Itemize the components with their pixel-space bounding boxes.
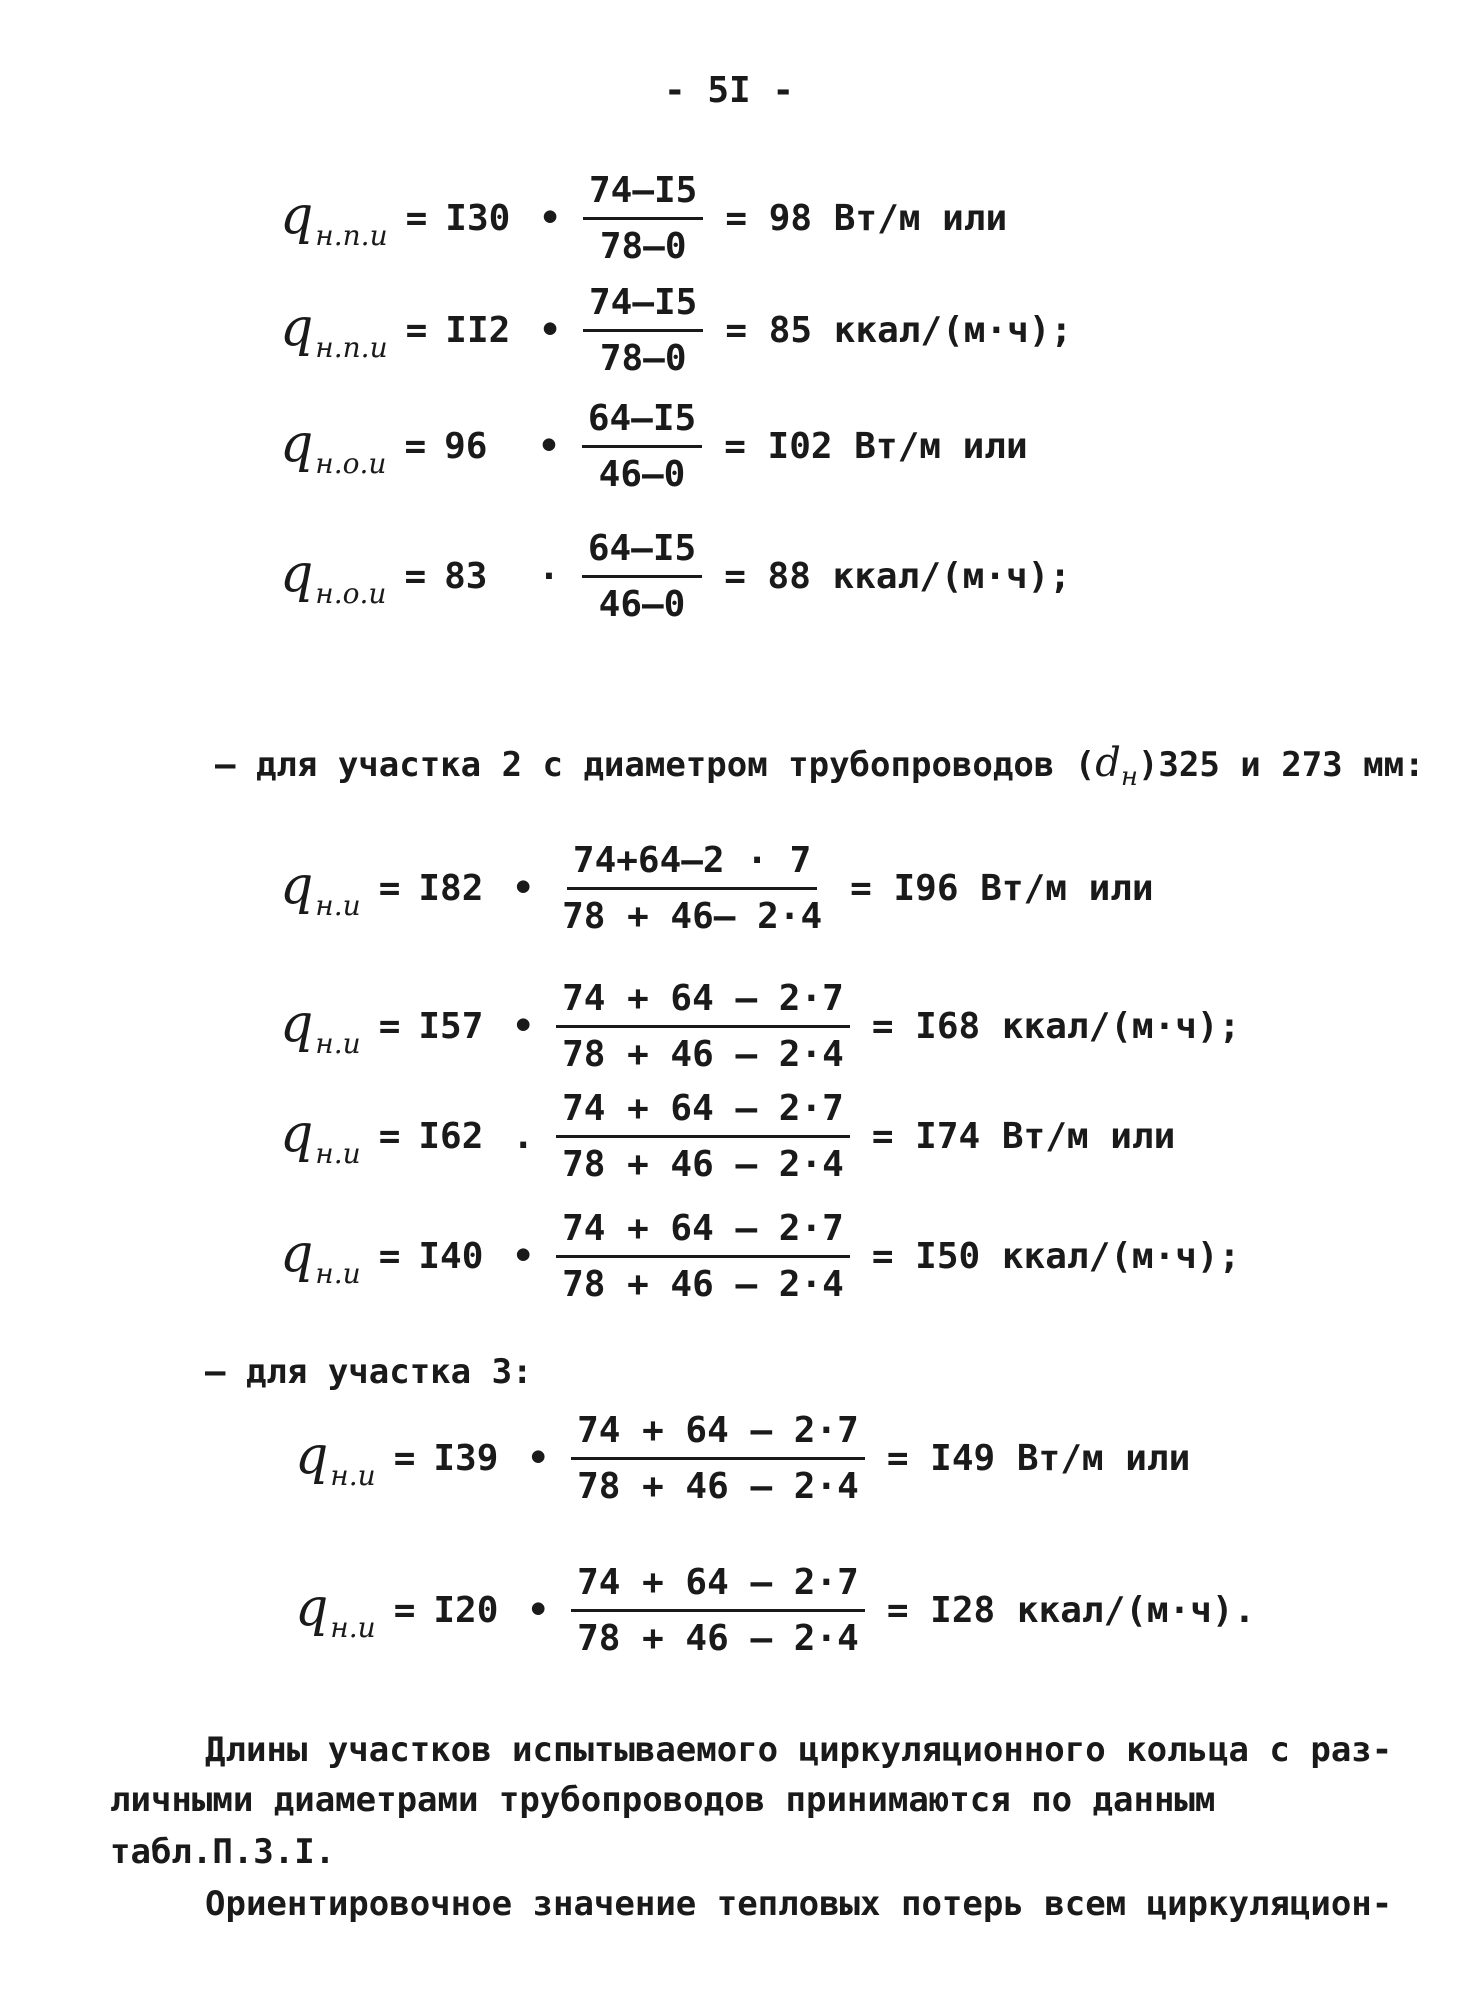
result: = I49 Вт/м или bbox=[886, 1438, 1191, 1479]
fraction bbox=[583, 282, 703, 379]
numerator: 64–I5 bbox=[582, 528, 702, 578]
coefficient: I30 bbox=[445, 198, 511, 239]
fraction bbox=[571, 1562, 865, 1659]
fraction bbox=[556, 1208, 850, 1305]
coefficient: 83 bbox=[444, 556, 488, 597]
coefficient: II2 bbox=[445, 310, 511, 351]
result: = I28 ккал/(м·ч). bbox=[886, 1590, 1256, 1631]
fraction bbox=[582, 528, 702, 625]
paragraph-line: Ориентировочное значение тепловых потерь всем циркуляцион- bbox=[205, 1884, 1393, 1924]
multiply-sign: • bbox=[527, 1438, 550, 1479]
multiply-sign: • bbox=[512, 868, 535, 909]
result: = I02 Вт/м или bbox=[724, 426, 1028, 467]
denominator: 78–0 bbox=[599, 226, 687, 267]
q-subscript: н.и bbox=[330, 1610, 376, 1644]
numerator: 74 + 64 – 2·7 bbox=[556, 978, 850, 1028]
result: = I68 ккал/(м·ч); bbox=[871, 1006, 1241, 1047]
equation-row: $q_{н.п.и}$ = II2 • $\frac{74-I5}{78-0}$ = 85 ккал/(м·ч); bbox=[280, 282, 1073, 379]
result: = I96 Вт/м или bbox=[850, 868, 1154, 909]
fraction bbox=[583, 170, 703, 267]
equation-row: $q_{н.о.и}$ = 83 · $\frac{64-I5}{46-0}$ = 88 ккал/(м·ч); bbox=[280, 528, 1071, 625]
equation-row: $q_{н.и}$ = I62 . $\frac{74 + 64 - 2\cdot 7}{78 + 46 - 2\cdot 4}$ = I74 Вт/м или bbox=[280, 1088, 1176, 1185]
fraction bbox=[582, 398, 702, 495]
equation-row: $q_{н.и}$ = I57 • $\frac{74 + 64 - 2\cdot 7}{78 + 46 - 2\cdot 4}$ = I68 ккал/(м·ч); bbox=[280, 978, 1241, 1075]
q-symbol: $q_{н.и}$ bbox=[280, 1103, 361, 1170]
q-symbol: $q_{н.и}$ bbox=[295, 1577, 376, 1644]
fraction bbox=[556, 840, 828, 937]
q-subscript: н.и bbox=[315, 1026, 361, 1060]
fraction bbox=[556, 978, 850, 1075]
equation-row: $q_{н.и}$ = I40 • $\frac{74 + 64 - 2\cdot 7}{78 + 46 - 2\cdot 4}$ = I50 ккал/(м·ч); bbox=[280, 1208, 1241, 1305]
q-symbol: $q_{н.о.и}$ bbox=[280, 413, 387, 480]
equation-row: $q_{н.и}$ = I20 • $\frac{74 + 64 - 2\cdot 7}{78 + 46 - 2\cdot 4}$ = I28 ккал/(м·ч). bbox=[295, 1562, 1256, 1659]
coefficient: I40 bbox=[418, 1236, 484, 1277]
denominator: 78 + 46 – 2·4 bbox=[577, 1466, 859, 1507]
q-symbol: $q_{н.и}$ bbox=[280, 1223, 361, 1290]
numerator: 74 + 64 – 2·7 bbox=[556, 1208, 850, 1258]
section-heading-2: – для участка 2 с диаметром трубопроводов $(d_н)325$ и 273 мм: bbox=[215, 740, 1425, 792]
d-symbol: $d_н$ bbox=[1095, 740, 1138, 792]
q-subscript: н.п.и bbox=[315, 218, 388, 252]
q-symbol: $q_{н.п.и}$ bbox=[280, 185, 388, 252]
result: = 85 ккал/(м·ч); bbox=[725, 310, 1073, 351]
denominator: 78 + 46 – 2·4 bbox=[562, 1034, 844, 1075]
coefficient: 96 bbox=[444, 426, 488, 467]
equation-row: $q_{н.и}$ = I82 • $\frac{74+64-2 \cdot 7}{78 + 46- 2\cdot 4}$ = I96 Вт/м или bbox=[280, 840, 1154, 937]
denominator: 78 + 46 – 2·4 bbox=[562, 1264, 844, 1305]
paragraph-line: табл.П.3.I. bbox=[110, 1832, 336, 1872]
coefficient: I20 bbox=[433, 1590, 499, 1631]
result: = I74 Вт/м или bbox=[871, 1116, 1176, 1157]
equation-row: $q_{н.и}$ = I39 • $\frac{74 + 64 - 2\cdot 7}{78 + 46 - 2\cdot 4}$ = I49 Вт/м или bbox=[295, 1410, 1191, 1507]
paragraph-line: личными диаметрами трубопроводов принимаются по данным bbox=[110, 1780, 1216, 1820]
multiply-sign: • bbox=[539, 198, 561, 239]
coefficient: I82 bbox=[418, 868, 484, 909]
numerator: 64–I5 bbox=[582, 398, 702, 448]
page-number: - 5I - bbox=[663, 70, 795, 111]
denominator: 78 + 46 – 2·4 bbox=[562, 1144, 844, 1185]
result: = 98 Вт/м или bbox=[725, 198, 1008, 239]
q-symbol: $q_{н.и}$ bbox=[280, 855, 361, 922]
multiply-sign: • bbox=[538, 426, 560, 467]
q-symbol: $q_{н.и}$ bbox=[295, 1425, 376, 1492]
paragraph-line: Длины участков испытываемого циркуляционного кольца с раз- bbox=[205, 1730, 1393, 1770]
q-symbol: $q_{н.п.и}$ bbox=[280, 297, 388, 364]
multiply-sign: • bbox=[527, 1590, 550, 1631]
q-symbol: $q_{н.о.и}$ bbox=[280, 543, 387, 610]
denominator: 78 + 46– 2·4 bbox=[562, 896, 823, 937]
multiply-sign: · bbox=[538, 556, 560, 597]
numerator: 74 + 64 – 2·7 bbox=[571, 1410, 865, 1460]
equation-row: $q_{н.о.и}$ = 96 • $\frac{64-I5}{46-0}$ = I02 Вт/м или bbox=[280, 398, 1028, 495]
result: = I50 ккал/(м·ч); bbox=[871, 1236, 1241, 1277]
coefficient: I62 bbox=[418, 1116, 484, 1157]
multiply-sign: • bbox=[512, 1236, 535, 1277]
numerator: 74–I5 bbox=[583, 282, 703, 332]
numerator: 74–I5 bbox=[583, 170, 703, 220]
fraction bbox=[556, 1088, 850, 1185]
q-subscript: н.и bbox=[315, 888, 361, 922]
q-subscript: н.и bbox=[315, 1256, 361, 1290]
section-heading-3: – для участка 3: bbox=[205, 1352, 533, 1392]
coefficient: I57 bbox=[418, 1006, 484, 1047]
multiply-sign: • bbox=[539, 310, 561, 351]
q-symbol: $q_{н.и}$ bbox=[280, 993, 361, 1060]
numerator: 74+64–2 · 7 bbox=[567, 840, 817, 890]
multiply-sign: • bbox=[512, 1006, 535, 1047]
q-subscript: н.и bbox=[330, 1458, 376, 1492]
q-subscript: н.п.и bbox=[315, 330, 388, 364]
coefficient: I39 bbox=[433, 1438, 499, 1479]
denominator: 78–0 bbox=[599, 338, 687, 379]
fraction bbox=[571, 1410, 865, 1507]
q-subscript: н.и bbox=[315, 1136, 361, 1170]
equation-row: $q_{н.п.и}$ = I30 • $\frac{74-I5}{78-0}$ = 98 Вт/м или bbox=[280, 170, 1008, 267]
denominator: 46–0 bbox=[598, 454, 686, 495]
denominator: 78 + 46 – 2·4 bbox=[577, 1618, 859, 1659]
q-subscript: н.о.и bbox=[315, 576, 387, 610]
denominator: 46–0 bbox=[598, 584, 686, 625]
q-subscript: н.о.и bbox=[315, 446, 387, 480]
result: = 88 ккал/(м·ч); bbox=[724, 556, 1071, 597]
numerator: 74 + 64 – 2·7 bbox=[571, 1562, 865, 1612]
multiply-sign: . bbox=[512, 1116, 535, 1157]
numerator: 74 + 64 – 2·7 bbox=[556, 1088, 850, 1138]
